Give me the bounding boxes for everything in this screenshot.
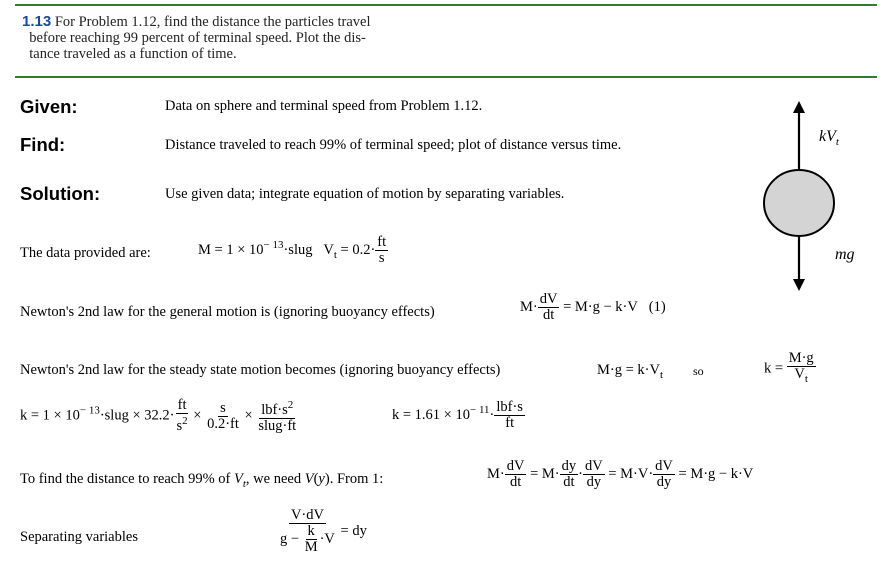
top-rule [15, 4, 877, 6]
equation-of-motion: M· $\frac{dV}{dt}$ = M·g − k·V (1) [520, 291, 666, 323]
separated-equation: V·dV g − $\frac{k}{M}$ ·V = dy [280, 507, 367, 555]
so-word: so [693, 364, 704, 378]
separating-text: Separating variables [20, 529, 138, 545]
problem-line-1: For Problem 1.12, find the distance the particles travel [54, 14, 371, 30]
problem-statement [22, 14, 452, 62]
data-equations: $M = 1 \times 10^{- 13}\cdot slug$ $V_t = 0.2\cdot$ $\frac{ft}{s}$ [198, 234, 387, 266]
equation-number: (1) [648, 298, 666, 315]
distance-text: To find the distance to reach 99% of $V_t$, we need V(y). From 1: [20, 471, 384, 490]
free-body-diagram [755, 95, 885, 295]
solution-text: Use given data; integrate equation of motion by separating variables. [165, 186, 565, 202]
given-text: Data on sphere and terminal speed from Problem 1.12. [165, 98, 483, 114]
weight-label: mg [835, 246, 855, 263]
k-result: $k = 1.61 \times 10^{- 11}\cdot$ $\frac{\text{lbf·s}}{ft}$ [392, 399, 523, 431]
k-computation: $k = 1 \times 10^{- 13}\cdot slug \times 32.2\cdot$ $\frac{ft}{s^2}$ × $\frac{s}{0.2\cdot ft}$ × $\frac{lbf\cdot s^2}{\text{slug·ft}}$ [20, 397, 297, 434]
newton-general-text: Newton's 2nd law for the general motion is (ignoring buoyancy effects) [20, 304, 435, 320]
weight-arrow-head [793, 279, 805, 291]
given-heading: Given: [20, 96, 78, 117]
newton-steady-text: Newton's 2nd law for the steady state motion becomes (ignoring buoyancy effects) [20, 362, 501, 378]
steady-equation: $M\cdot g = k\cdot V_t$ [597, 362, 664, 381]
find-heading: Find: [20, 134, 66, 155]
problem-line-2: before reaching 99 percent of terminal speed. Plot the dis- [29, 30, 366, 46]
problem-line-3: tance traveled as a function of time. [29, 46, 237, 62]
bottom-rule [15, 76, 877, 78]
chain-rule-equation: M· $\frac{dV}{dt}$ = M· $\frac{dy}{dt}$ · $\frac{dV}{dy}$ = M·V· $\frac{dV}{dy}$ = M·g − k·V [487, 458, 754, 490]
data-intro: The data provided are: [20, 245, 151, 261]
drag-arrow-head [793, 101, 805, 113]
problem-number: 1.13 [22, 13, 52, 30]
k-definition: k = $\frac{M\cdot g}{V_t}$ [764, 350, 814, 385]
find-text: Distance traveled to reach 99% of terminal speed; plot of distance versus time. [165, 137, 622, 153]
sphere [764, 170, 834, 236]
drag-label: $kV_t$ [819, 128, 839, 148]
solution-heading: Solution: [20, 183, 101, 204]
